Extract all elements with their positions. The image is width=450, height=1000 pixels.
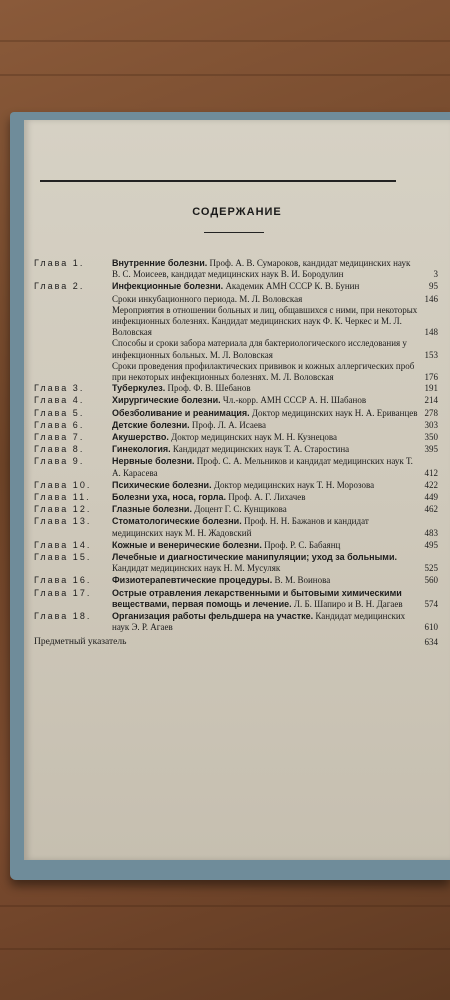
chapter-label: Глава 8. [34, 444, 85, 455]
chapter-text [112, 395, 420, 406]
chapter-authors: Кандидат медицинских наук Э. Р. Агаев [112, 611, 406, 633]
toc-entry [34, 552, 450, 574]
subject-index-entry [34, 637, 450, 647]
chapter-text [112, 516, 420, 538]
chapter-authors: Академик АМН СССР К. В. Бунин [225, 281, 360, 292]
toc-entry [34, 540, 450, 551]
chapter-text [112, 420, 420, 431]
toc-subentry [112, 338, 438, 360]
toc-entry [34, 611, 450, 633]
wood-grain [0, 948, 450, 950]
book-page [24, 120, 450, 860]
chapter-page-number: 303 [424, 419, 438, 430]
chapter-label: Глава 11. [34, 492, 91, 503]
subentry-page-number: 176 [424, 372, 438, 383]
chapter-page-number: 191 [424, 383, 438, 394]
toc-entry [34, 492, 450, 503]
toc-entry [34, 281, 450, 292]
chapter-text [112, 611, 420, 633]
chapter-label: Глава 14. [34, 539, 92, 550]
chapter-authors: В. М. Воинова [274, 575, 331, 586]
subject-index-page-number: 634 [424, 636, 438, 647]
subentry-page-number: 146 [424, 293, 438, 304]
chapter-authors: Доцент Г. С. Кунщикова [194, 504, 287, 515]
subentry-text: Сроки проведения профилактических прививок и кожных аллергических проб при некоторых инфекционных болезнях. М. Л. Воловская [112, 360, 415, 383]
heading-rule [204, 232, 264, 233]
wood-grain [0, 74, 450, 76]
chapter-label: Глава 5. [34, 407, 85, 418]
chapter-page-number: 422 [424, 479, 438, 490]
chapter-title: Обезболивание и реанимация. [112, 407, 250, 418]
chapter-text [112, 480, 420, 491]
chapter-text [112, 456, 420, 478]
chapter-label: Глава 4. [34, 395, 85, 406]
chapter-title: Хирургические болезни. [112, 395, 221, 406]
toc-entry [34, 383, 450, 394]
chapter-page-number: 350 [424, 432, 438, 443]
chapter-title: Внутренние болезни. [112, 258, 208, 268]
chapter-title: Организация работы фельдшера на участке. [112, 611, 314, 622]
toc-subentry [112, 304, 438, 339]
toc-entry [34, 575, 450, 586]
chapter-page-number: 449 [424, 492, 438, 503]
subentry-page-number: 148 [424, 327, 438, 338]
chapter-label: Глава 2. [34, 281, 85, 292]
chapter-label: Глава 12. [34, 504, 92, 515]
toc-entry [34, 480, 450, 491]
chapter-label: Глава 18. [34, 611, 92, 622]
chapter-text [112, 432, 420, 443]
toc-entry [34, 408, 450, 419]
chapter-authors: Проф. Р. С. Бабаянц [264, 539, 341, 550]
chapter-page-number: 395 [424, 444, 438, 455]
subentry-page-number: 153 [424, 349, 438, 360]
chapter-title: Глазные болезни. [112, 504, 192, 515]
chapter-label: Глава 1. [34, 258, 85, 268]
chapter-authors: Проф. С. А. Мельников и кандидат медицинских наук Т. А. Карасева [112, 456, 413, 478]
chapter-authors: Л. Б. Шапиро и В. Н. Дагаев [293, 598, 403, 609]
chapter-label: Глава 16. [34, 575, 92, 586]
chapter-page-number: 95 [429, 281, 438, 292]
subentry-text: Мероприятия в отношении больных и лиц, общавшихся с ними, при некоторых инфекционных болезнях. Кандидат медицинских наук Ф. К. Черкес и М. Л. Воловская [112, 304, 418, 338]
contents-heading: СОДЕРЖАНИЕ [192, 206, 282, 218]
chapter-title: Туберкулез. [112, 383, 166, 394]
chapter-page-number: 560 [424, 575, 438, 586]
chapter-title: Инфекционные болезни. [112, 281, 224, 292]
chapter-page-number: 412 [424, 467, 438, 478]
chapter-text [112, 258, 420, 280]
chapter-label: Глава 13. [34, 516, 92, 527]
chapter-authors: Чл.-корр. АМН СССР А. Н. Шабанов [222, 395, 367, 406]
chapter-authors: Проф. Н. Н. Бажанов и кандидат медицинских наук М. Н. Жадовский [112, 516, 369, 538]
chapter-text [112, 575, 420, 586]
chapter-title: Острые отравления лекарственными и бытовыми химическими веществами, первая помощь и лечение. [112, 587, 402, 609]
chapter-text [112, 540, 420, 551]
chapter-authors: Проф. Л. А. Исаева [191, 419, 267, 430]
toc-entry [34, 420, 450, 431]
wood-grain [0, 40, 450, 42]
toc-subentry [112, 293, 438, 305]
toc-entry [34, 432, 450, 443]
toc-entry [34, 444, 450, 455]
chapter-label: Глава 6. [34, 419, 85, 430]
chapter-text [112, 552, 420, 574]
chapter-text [112, 408, 420, 419]
chapter-authors: Доктор медицинских наук М. Н. Кузнецова [171, 432, 338, 443]
chapter-page-number: 495 [424, 539, 438, 550]
chapter-authors: Проф. А. Г. Лихачев [228, 492, 306, 503]
chapter-text [112, 444, 420, 455]
chapter-label: Глава 9. [34, 456, 85, 467]
chapter-title: Нервные болезни. [112, 456, 195, 467]
chapter-title: Гинекология. [112, 444, 171, 455]
chapter-label: Глава 7. [34, 432, 85, 443]
toc-entry [34, 516, 450, 538]
chapter-authors: Кандидат медицинских наук Н. М. Мусуляк [112, 563, 281, 574]
chapter-page-number: 214 [424, 395, 438, 406]
toc-entry [34, 456, 450, 478]
chapter-page-number: 525 [424, 563, 438, 574]
chapter-title: Лечебные и диагностические манипуляции; уход за больными. [112, 552, 397, 563]
chapter-authors: Доктор медицинских наук Н. А. Ериванцев [251, 407, 418, 418]
subject-index-label: Предметный указатель [34, 636, 127, 647]
chapter-page-number: 610 [424, 622, 438, 633]
top-rule [40, 180, 396, 182]
chapter-title: Болезни уха, носа, горла. [112, 492, 226, 503]
chapter-text [112, 383, 420, 394]
chapter-text [112, 588, 420, 610]
toc-entry [34, 504, 450, 515]
subentry-text: Способы и сроки забора материала для бактериологического исследования у инфекционных больных. М. Л. Воловская [112, 338, 407, 360]
chapter-title: Акушерство. [112, 432, 169, 443]
subentry-text: Сроки инкубационного периода. М. Л. Воловская [112, 293, 303, 304]
wood-grain [0, 905, 450, 907]
chapter-label: Глава 17. [34, 587, 92, 598]
toc-entry [34, 588, 450, 610]
chapter-authors: Доктор медицинских наук Т. Н. Морозова [213, 479, 375, 490]
chapter-label: Глава 3. [34, 383, 85, 394]
chapter-text [112, 281, 420, 292]
chapter-page-number: 462 [424, 504, 438, 515]
chapter-label: Глава 10. [34, 479, 92, 490]
chapter-authors: Проф. Ф. В. Шебанов [167, 383, 251, 394]
chapter-page-number: 483 [424, 527, 438, 538]
toc-subentry [112, 360, 438, 383]
chapter-title: Физиотерапевтические процедуры. [112, 575, 273, 586]
chapter-text [112, 492, 420, 503]
chapter-authors: Кандидат медицинских наук Т. А. Старостина [172, 444, 350, 455]
table-of-contents [34, 258, 450, 647]
chapter-page-number: 278 [424, 407, 438, 418]
toc-entry [34, 258, 450, 280]
chapter-page-number: 574 [424, 598, 438, 609]
chapter-title: Стоматологические болезни. [112, 516, 242, 527]
chapter-text [112, 504, 420, 515]
toc-entry [34, 395, 450, 406]
chapter-title: Психические болезни. [112, 479, 212, 490]
chapter-title: Кожные и венерические болезни. [112, 539, 262, 550]
chapter-authors: Проф. А. В. Сумароков, кандидат медицинских наук В. С. Моисеев, кандидат медицинских наук В. И. Бородулин [112, 258, 411, 280]
chapter-page-number: 3 [433, 269, 438, 280]
chapter-title: Детские болезни. [112, 419, 190, 430]
chapter-label: Глава 15. [34, 552, 92, 563]
